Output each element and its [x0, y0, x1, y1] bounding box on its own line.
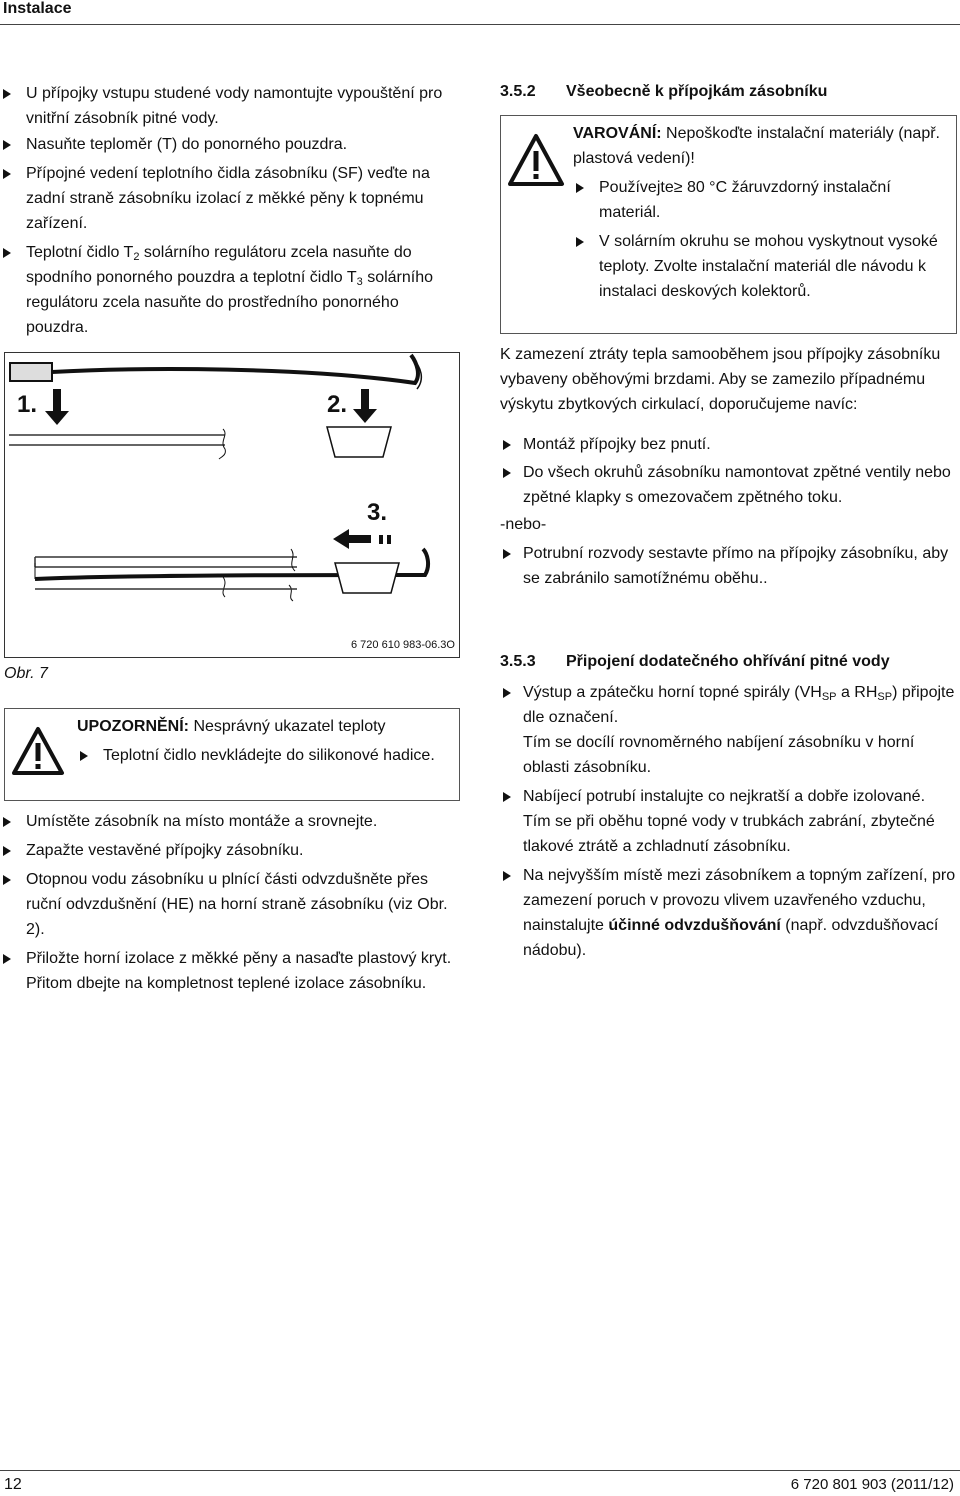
footer-rule	[0, 1470, 960, 1471]
section-number-3-5-3: 3.5.3	[500, 653, 536, 670]
bullet-thermometer: Nasuňte teploměr (T) do ponorného pouzdra.	[0, 132, 462, 157]
coil-note: Tím se docílí rovnoměrného nabíjení zásobníku v horní oblasti zásobníku.	[523, 734, 915, 776]
bullet-insulation: Přiložte horní izolace z měkké pěny a nasaďte plastový kryt. Přitom dbejte na kompletnost teplené izolace zásobníku.	[0, 946, 462, 996]
notice-title: UPOZORNĚNÍ:	[77, 718, 189, 735]
header-title: Instalace	[3, 0, 72, 17]
bullet-direct-piping: Potrubní rozvody sestavte přímo na přípojky zásobníku, aby se zabránilo samotížnému oběhu..	[500, 541, 958, 591]
coil-text-b: a RH	[836, 684, 878, 701]
left-top-bullets	[0, 81, 462, 340]
figure-drawing	[5, 353, 459, 657]
bullet-sensor-t2-t3	[0, 240, 462, 340]
bullet-vent: Otopnou vodu zásobníku u plnící části odvzdušněte přes ruční odvzdušnění (HE) na horní straně zásobníku (viz Obr. 2).	[0, 867, 462, 942]
figure-caption: Obr. 7	[4, 665, 48, 682]
charging-text: Nabíjecí potrubí instalujte co nejkratší a dobře izolované.	[523, 788, 926, 805]
bullet-no-stress: Montáž přípojky bez pnutí.	[500, 432, 958, 457]
figure-step-3: 3.	[367, 499, 388, 526]
warning-triangle-icon	[507, 132, 565, 190]
bullet-charging-pipe	[500, 784, 958, 859]
bullet-venting	[500, 863, 958, 963]
figure-step-2: 2.	[327, 391, 348, 418]
header-rule	[0, 24, 960, 25]
section-heading-3-5-3	[500, 653, 890, 671]
charging-note: Tím se při oběhu topné vody v trubkách zabrání, zbytečné tlakové ztrátě a zchladnutí zásobníku.	[523, 813, 935, 855]
warning-title: VAROVÁNÍ:	[573, 125, 662, 142]
venting-text-a: Na nejvyšším místě mezi zásobníkem a topným zařízení, pro zamezení poruch v provozu vlivem uzavřeného vzduchu, nainstalujte	[523, 867, 956, 934]
section-title-3-5-2: Všeobecně k přípojkám zásobníku	[566, 83, 828, 100]
warning-box	[500, 115, 957, 334]
sensor-sub-3: 3	[356, 276, 363, 288]
warning-title-rest: Nepoškoďte instalační materiály (např. plastová vedení)!	[573, 125, 940, 167]
bullet-sensor-cable: Přípojné vedení teplotního čidla zásobníku (SF) veďte na zadní straně zásobníku izolací z měkké pěny k topnému zařízení.	[0, 161, 462, 236]
notice-box	[4, 708, 460, 801]
paragraph-circulation: K zamezení ztráty tepla samooběhem jsou přípojky zásobníku vybaveny oběhovými brzdami. Aby se zamezilo případnému výskytu zbytkových cirkulací, doporučujeme navíc:	[500, 346, 941, 413]
warning-title-line	[573, 121, 951, 171]
bullet-place-tank: Umístěte zásobník na místo montáže a srovnejte.	[0, 809, 462, 834]
document-code: 6 720 801 903 (2011/12)	[790, 1476, 954, 1493]
right-section-2-body	[500, 680, 958, 963]
coil-sub-vh: SP	[821, 691, 837, 703]
coil-text-a: Výstup a zpátečku horní topné spirály (VH	[523, 684, 822, 701]
figure-step-1: 1.	[17, 391, 38, 418]
sensor-sub-2: 2	[133, 251, 140, 263]
figure-sensor-insertion	[4, 352, 460, 658]
or-separator: -nebo-	[500, 516, 547, 533]
bullet-check-valves: Do všech okruhů zásobníku namontovat zpětné ventily nebo zpětné klapky s omezovačem zpětného toku.	[500, 460, 958, 510]
notice-title-line	[77, 714, 453, 739]
bullet-plug-connections: Zapažte vestavěné přípojky zásobníku.	[0, 838, 462, 863]
bullet-coil-connection	[500, 680, 958, 780]
warning-bullet-temperature: Používejte≥ 80 °C žáruvzdorný instalační materiál.	[573, 175, 951, 225]
left-bottom-bullets	[0, 809, 462, 996]
warning-bullet-solar: V solárním okruhu se mohou vyskytnout vysoké teploty. Zvolte instalační materiál dle návodu k instalaci deskových kolektorů.	[573, 229, 951, 304]
section-title-3-5-3: Připojení dodatečného ohřívání pitné vody	[566, 653, 890, 670]
warning-triangle-icon	[11, 725, 65, 779]
sensor-text-c: solárního regulátoru zcela nasuňte do prostředního ponorného pouzdra.	[26, 269, 434, 336]
page-number: 12	[4, 1476, 22, 1493]
figure-code: 6 720 610 983-06.3O	[351, 639, 455, 651]
bullet-cold-water: U přípojky vstupu studené vody namontujte vypouštění pro vnitřní zásobník pitné vody.	[0, 81, 462, 131]
sensor-text-b: solárního regulátoru zcela nasuňte do spodního ponorného pouzdra a teplotní čidlo T	[26, 244, 412, 286]
notice-title-rest: Nesprávný ukazatel teploty	[189, 718, 386, 735]
right-section-1-body	[500, 342, 958, 591]
coil-text-c: ) připojte dle označení.	[523, 684, 955, 726]
section-heading-3-5-2	[500, 83, 827, 101]
coil-sub-rh: SP	[877, 691, 893, 703]
notice-bullet: Teplotní čidlo nevkládejte do silikonové hadice.	[77, 743, 453, 768]
sensor-text-a: Teplotní čidlo T	[26, 244, 134, 261]
venting-text-c: (např. odvzdušňovací nádobu).	[523, 917, 939, 959]
section-number-3-5-2: 3.5.2	[500, 83, 536, 100]
venting-bold: účinné odvzdušňování	[608, 917, 781, 934]
